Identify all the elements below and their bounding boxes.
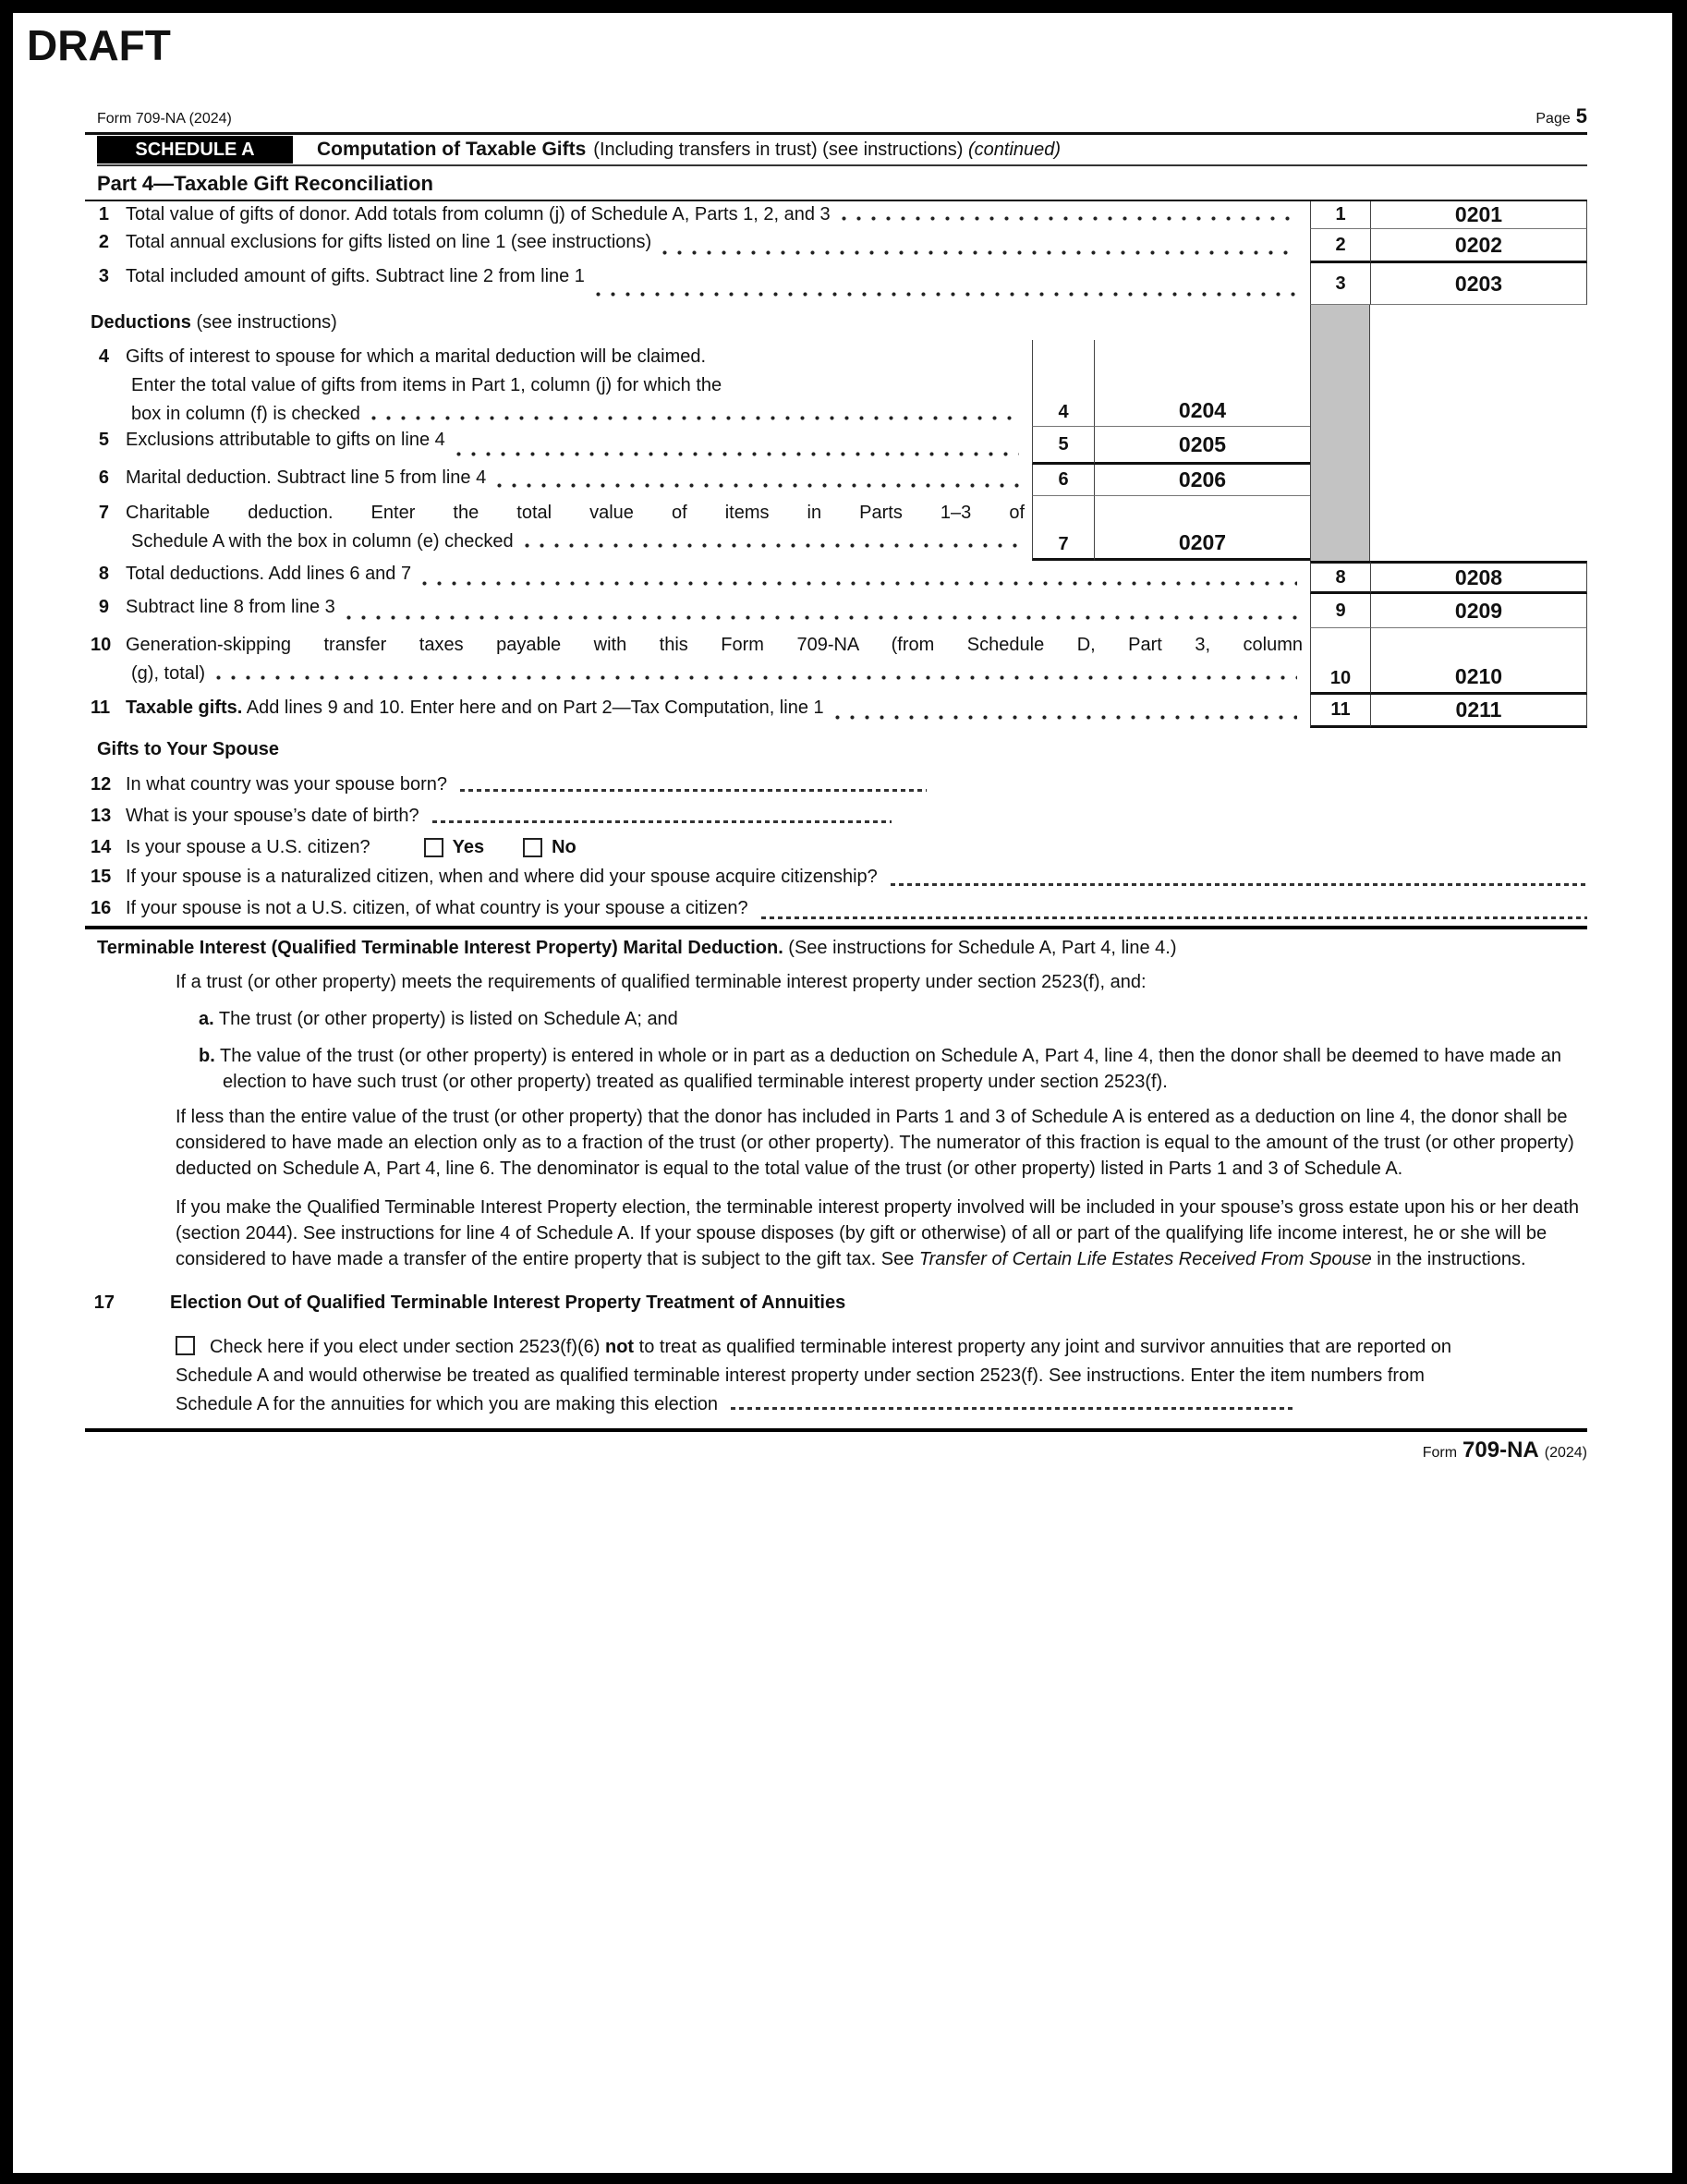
line-3-entry-number: 3 <box>1310 263 1370 305</box>
line-15-question: If your spouse is a naturalized citizen, when and where did your spouse acquire citizenship? <box>126 867 878 887</box>
line-4-label-3: box in column (f) is checked <box>131 404 360 424</box>
dot-leaders <box>216 675 1297 680</box>
line-2-amount-field[interactable]: 0202 <box>1370 229 1587 263</box>
line-13-answer-line[interactable] <box>432 820 892 823</box>
page-indicator <box>1535 104 1587 128</box>
line-17-row <box>85 1292 1672 1315</box>
dot-leaders <box>371 416 1019 420</box>
election-answer-line[interactable] <box>731 1407 1296 1410</box>
line-8-entry-number: 8 <box>1310 561 1370 594</box>
line-13-number: 13 <box>91 806 112 826</box>
line-11-number: 11 <box>91 698 111 718</box>
line-9-text <box>85 594 1310 628</box>
page-header <box>97 104 1587 128</box>
line-10-label-1: Generation-skipping transfer taxes payable with this Form 709-NA (from Schedule D, Part 3, column <box>126 635 1303 655</box>
dot-leaders <box>662 250 1297 255</box>
line-6-number: 6 <box>98 467 109 488</box>
line-16-answer-line[interactable] <box>761 916 1587 919</box>
footer-form-year: (2024) <box>1544 1445 1587 1461</box>
line-1-entry-number: 1 <box>1310 201 1370 229</box>
shaded-cell <box>1310 427 1370 465</box>
line-3-label: Total included amount of gifts. Subtract line 2 from line 1 <box>126 266 585 286</box>
line-16-question: If your spouse is not a U.S. citizen, of what country is your spouse a citizen? <box>126 898 748 918</box>
line-1-row <box>85 201 1587 229</box>
page-number: 5 <box>1575 104 1587 127</box>
line-9-amount-field[interactable]: 0209 <box>1370 594 1587 628</box>
line-4-amount-field[interactable]: 0204 <box>1094 340 1310 427</box>
line-15-number: 15 <box>91 867 112 887</box>
form-id: Form 709-NA (2024) <box>97 111 232 127</box>
line-12-row <box>85 774 1587 796</box>
shaded-cell <box>1310 340 1370 427</box>
line-5-amount-field[interactable]: 0205 <box>1094 427 1310 465</box>
line-5-text <box>85 427 1032 465</box>
line-4-number: 4 <box>98 346 109 367</box>
line-6-entry-number: 6 <box>1032 465 1094 496</box>
line-9-row <box>85 594 1587 628</box>
line-4-label-2: Enter the total value of gifts from items in Part 1, column (j) for which the <box>131 375 722 395</box>
line-8-label: Total deductions. Add lines 6 and 7 <box>126 564 412 584</box>
yes-checkbox[interactable] <box>424 838 443 857</box>
line-10-text <box>85 628 1310 695</box>
line-3-text <box>85 263 1310 305</box>
line-11-entry-number: 11 <box>1310 695 1370 728</box>
shaded-cell <box>1310 465 1370 496</box>
dot-leaders <box>422 581 1297 586</box>
page-label: Page <box>1535 111 1571 127</box>
line-8-number: 8 <box>98 564 109 584</box>
line-11-label: Taxable gifts. Add lines 9 and 10. Enter here and on Part 2—Tax Computation, line 1 <box>126 698 824 718</box>
dot-leaders <box>835 715 1297 720</box>
line-9-label: Subtract line 8 from line 3 <box>126 597 335 617</box>
schedule-a-title: Computation of Taxable Gifts <box>317 139 587 160</box>
line-4-text <box>85 340 1032 427</box>
line-7-amount-field[interactable]: 0207 <box>1094 496 1310 561</box>
terminable-interest-heading: Terminable Interest (Qualified Terminable Interest Property) Marital Deduction. (See instructions for Schedule A, Part 4, line 4.) <box>97 938 1177 958</box>
line-5-entry-number: 5 <box>1032 427 1094 465</box>
line-14-row <box>85 836 1587 859</box>
yes-label: Yes <box>452 837 485 857</box>
line-9-entry-number: 9 <box>1310 594 1370 628</box>
line-8-amount-field[interactable]: 0208 <box>1370 561 1587 594</box>
line-10-label-2: (g), total) <box>131 663 206 684</box>
line-16-number: 16 <box>91 898 112 918</box>
line-7-entry-number: 7 <box>1032 496 1094 561</box>
line-3-row <box>85 263 1587 305</box>
line-3-amount-field[interactable]: 0203 <box>1370 263 1587 305</box>
no-label: No <box>552 837 576 857</box>
empty-cell <box>1370 305 1587 340</box>
terminable-item-b: b. The value of the trust (or other property) is entered in whole or in part as a deduction on Schedule A, Part 4, line 4, then the donor shall be deemed to have made an election to have such trust (or other property) treated as qualified terminable interest property under section 2523(f). <box>199 1046 1561 1092</box>
line-4-entry-number: 4 <box>1032 340 1094 427</box>
line-12-answer-line[interactable] <box>460 789 927 792</box>
empty-cell <box>1370 340 1587 427</box>
line-15-row <box>85 867 1587 891</box>
line-16-row <box>85 898 1587 924</box>
line-7-text <box>85 496 1032 561</box>
line-7-label-2: Schedule A with the box in column (e) checked <box>131 531 514 552</box>
schedule-a-badge: SCHEDULE A <box>97 136 293 164</box>
line-11-amount-field[interactable]: 0211 <box>1370 695 1587 728</box>
line-8-row <box>85 561 1587 594</box>
footer-rule <box>85 1428 1587 1432</box>
line-14-question: Is your spouse a U.S. citizen? <box>126 837 370 857</box>
line-10-entry-number: 10 <box>1310 628 1370 695</box>
footer-form-word: Form <box>1422 1445 1458 1461</box>
line-5-label: Exclusions attributable to gifts on line 4 <box>126 430 445 450</box>
line-12-question: In what country was your spouse born? <box>126 774 447 795</box>
line-10-number: 10 <box>91 635 112 655</box>
line-2-number: 2 <box>98 232 109 252</box>
dot-leaders <box>596 292 1297 297</box>
section-rule <box>85 926 1587 929</box>
empty-cell <box>1370 427 1587 465</box>
line-9-number: 9 <box>98 597 109 617</box>
line-5-row <box>85 427 1587 465</box>
line-7-label-1: Charitable deduction. Enter the total value of items in Parts 1–3 of <box>126 503 1025 523</box>
part4-title: Part 4—Taxable Gift Reconciliation <box>97 172 433 195</box>
line-12-number: 12 <box>91 774 112 795</box>
terminable-paragraph-1: If a trust (or other property) meets the requirements of qualified terminable interest property under section 2523(f), and: <box>176 972 1147 992</box>
no-checkbox[interactable] <box>523 838 542 857</box>
line-11-text <box>85 695 1310 728</box>
line-6-label: Marital deduction. Subtract line 5 from line 4 <box>126 467 487 488</box>
line-17-number: 17 <box>93 1292 115 1313</box>
line-1-number: 1 <box>98 204 109 224</box>
line-5-number: 5 <box>98 430 109 450</box>
line-2-entry-number: 2 <box>1310 229 1370 263</box>
line-7-number: 7 <box>98 503 109 523</box>
deductions-heading-row <box>85 305 1587 340</box>
line-1-label: Total value of gifts of donor. Add totals from column (j) of Schedule A, Parts 1, 2, and 3 <box>126 204 831 224</box>
empty-cell <box>1370 465 1587 496</box>
line-7-row <box>85 496 1587 561</box>
italic-reference: Transfer of Certain Life Estates Received From Spouse <box>918 1249 1372 1269</box>
dot-leaders <box>842 216 1297 221</box>
deductions-heading: Deductions (see instructions) <box>91 312 337 333</box>
line-2-label: Total annual exclusions for gifts listed on line 1 (see instructions) <box>126 232 652 252</box>
line-14-number: 14 <box>91 837 112 857</box>
line-4-row <box>85 340 1587 427</box>
schedule-a-continued: (continued) <box>968 139 1062 160</box>
gifts-to-spouse-heading: Gifts to Your Spouse <box>97 739 280 759</box>
schedule-a-header <box>97 135 1587 166</box>
line-13-question: What is your spouse’s date of birth? <box>126 806 419 826</box>
terminable-paragraph-2: If less than the entire value of the trust (or other property) that the donor has included in Parts 1 and 3 of Schedule A is entered as a deduction on line 4, the donor shall be considered to have made an election only as to a fraction of the trust (or other property). The numerator of this fraction is equal to the amount of the trust (or other property) deducted on Schedule A, Part 4, line 6. The denominator is equal to the total value of the trust (or other property) listed in Parts 1 and 3 of Schedule A. <box>176 1107 1574 1179</box>
line-1-amount-field[interactable]: 0201 <box>1370 201 1587 229</box>
line-17-election-paragraph: Check here if you elect under section 2523(f)(6) not to treat as qualified terminable interest property any joint and survivor annuities that are reported on Schedule A and would otherwise be treated as qualified terminable interest property under section 2523(f). See instructions. Enter the item numbers from Schedule A for the annuities for which you are making this election <box>176 1337 1452 1414</box>
line-2-text <box>85 229 1310 263</box>
line-3-number: 3 <box>98 266 109 286</box>
empty-cell <box>1370 496 1587 561</box>
dot-leaders <box>346 615 1297 620</box>
draft-watermark: DRAFT <box>27 21 171 69</box>
schedule-a-subtitle: (Including transfers in trust) (see instructions) (continued) <box>593 139 1062 160</box>
line-2-row <box>85 229 1587 263</box>
line-15-answer-line[interactable] <box>891 883 1587 886</box>
line-6-text <box>85 465 1032 496</box>
line-8-text <box>85 561 1310 594</box>
line-4-label-1: Gifts of interest to spouse for which a marital deduction will be claimed. <box>126 346 707 367</box>
line-1-text <box>85 201 1310 229</box>
shaded-cell <box>1310 305 1370 340</box>
dot-leaders <box>456 452 1019 456</box>
footer-form-number: 709-NA <box>1462 1438 1539 1462</box>
election-checkbox[interactable] <box>176 1336 195 1355</box>
line-11-row <box>85 695 1587 728</box>
dot-leaders <box>525 543 1019 548</box>
line-17-title: Election Out of Qualified Terminable Interest Property Treatment of Annuities <box>170 1292 846 1313</box>
terminable-paragraph-3: If you make the Qualified Terminable Interest Property election, the terminable interest property involved will be included in your spouse’s gross estate upon his or her death (section 2044). See instructions for line 4 of Schedule A. If your spouse disposes (by gift or otherwise) of all or part of the qualifying life income interest, he or she will be considered to have made a transfer of the entire property that is subject to the gift tax. See Transfer of Certain Life Estates Received From Spouse in the instructions. <box>176 1197 1579 1269</box>
shaded-cell <box>1310 496 1370 561</box>
line-13-row <box>85 806 1587 828</box>
terminable-item-a: a. The trust (or other property) is listed on Schedule A; and <box>199 1009 678 1029</box>
line-10-row <box>85 628 1587 695</box>
dot-leaders <box>497 483 1019 488</box>
line-6-amount-field[interactable]: 0206 <box>1094 465 1310 496</box>
line-6-row <box>85 465 1587 496</box>
form-page <box>13 13 1672 2173</box>
form-footer <box>13 1438 1587 1463</box>
line-10-amount-field[interactable]: 0210 <box>1370 628 1587 695</box>
